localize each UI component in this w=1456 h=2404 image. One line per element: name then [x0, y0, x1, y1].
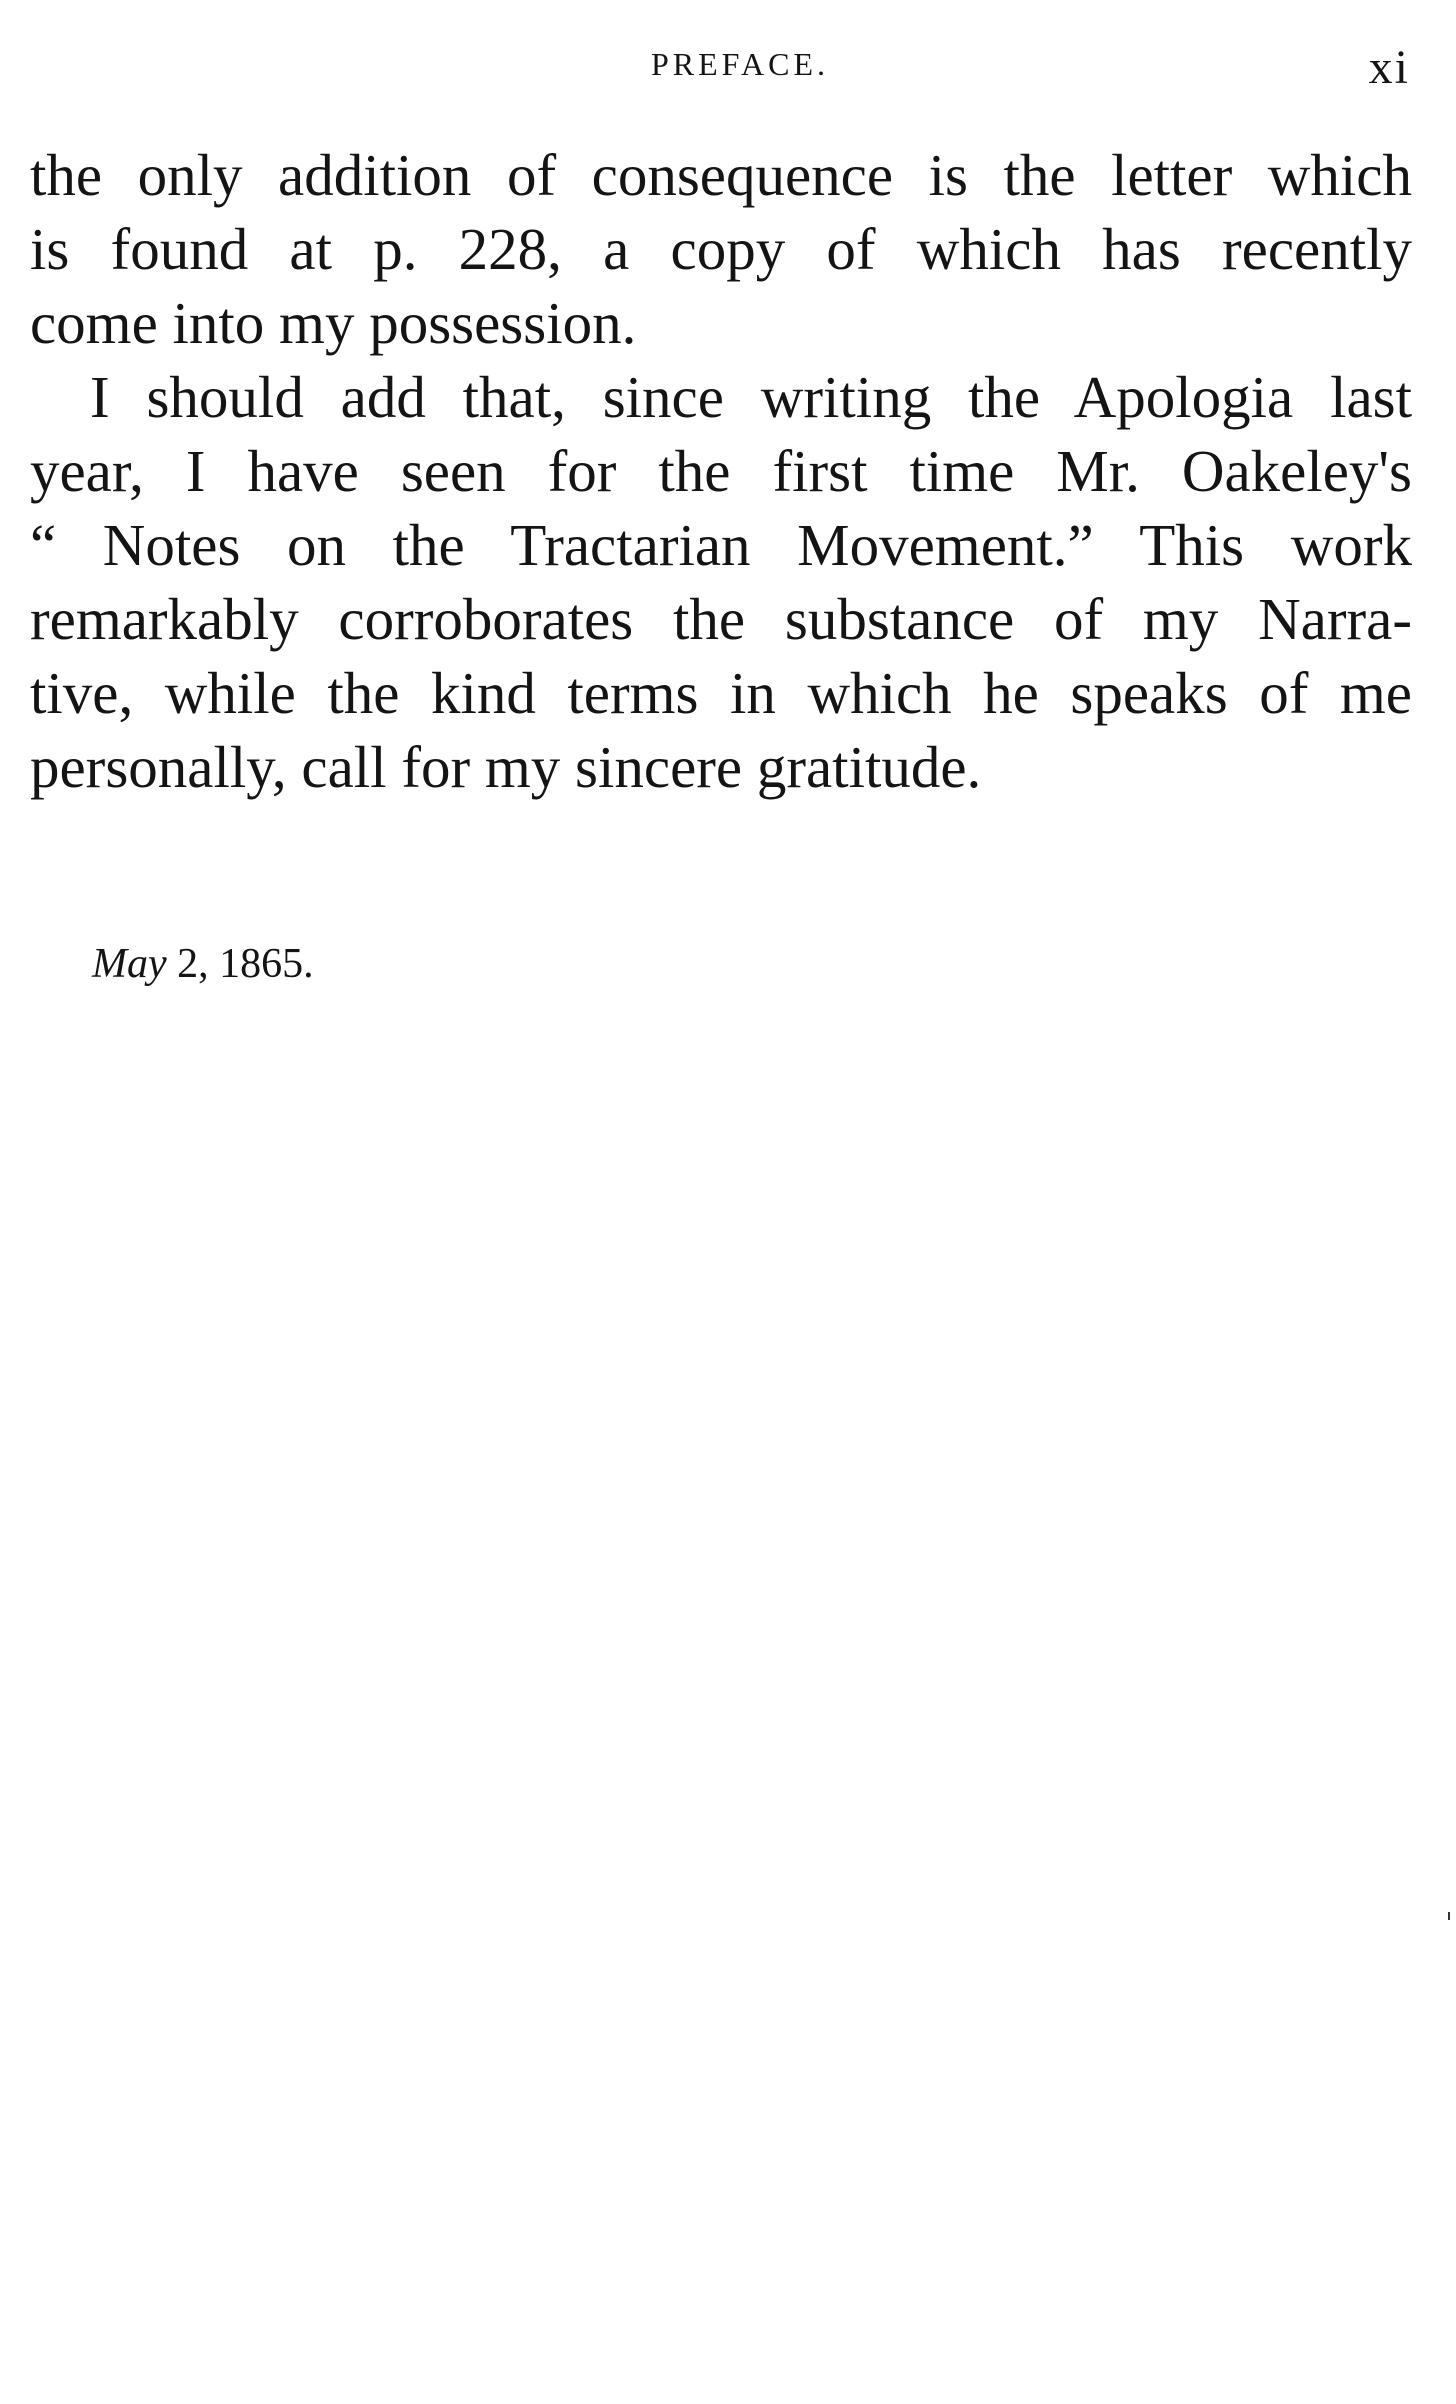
page-number: xi — [1368, 41, 1410, 94]
text-line: personally, call for my sincere gratitude. — [30, 734, 982, 800]
date-signoff — [92, 940, 314, 988]
text-line: come into my possession. — [30, 290, 637, 356]
text-line: is found at p. 228, a copy of which has recently — [30, 216, 1412, 282]
text-line: the only addition of consequence is the letter which — [30, 142, 1412, 208]
text-line: I should add that, since writing the Apologia last — [90, 364, 1412, 430]
text-line: “ Notes on the Tractarian Movement.” This work — [30, 512, 1412, 578]
running-title: PREFACE. — [650, 46, 830, 82]
preface-text — [30, 138, 1412, 804]
signoff-date: 2, 1865. — [166, 941, 314, 987]
running-head — [30, 42, 1410, 102]
text-line: remarkably corroborates the substance of my Narra- — [30, 586, 1412, 652]
text-line: tive, while the kind terms in which he speaks of me — [30, 660, 1412, 726]
text-line: year, I have seen for the first time Mr. Oakeley's — [30, 438, 1412, 504]
scan-speck — [1448, 1912, 1450, 1920]
signoff-month: May — [92, 941, 167, 987]
